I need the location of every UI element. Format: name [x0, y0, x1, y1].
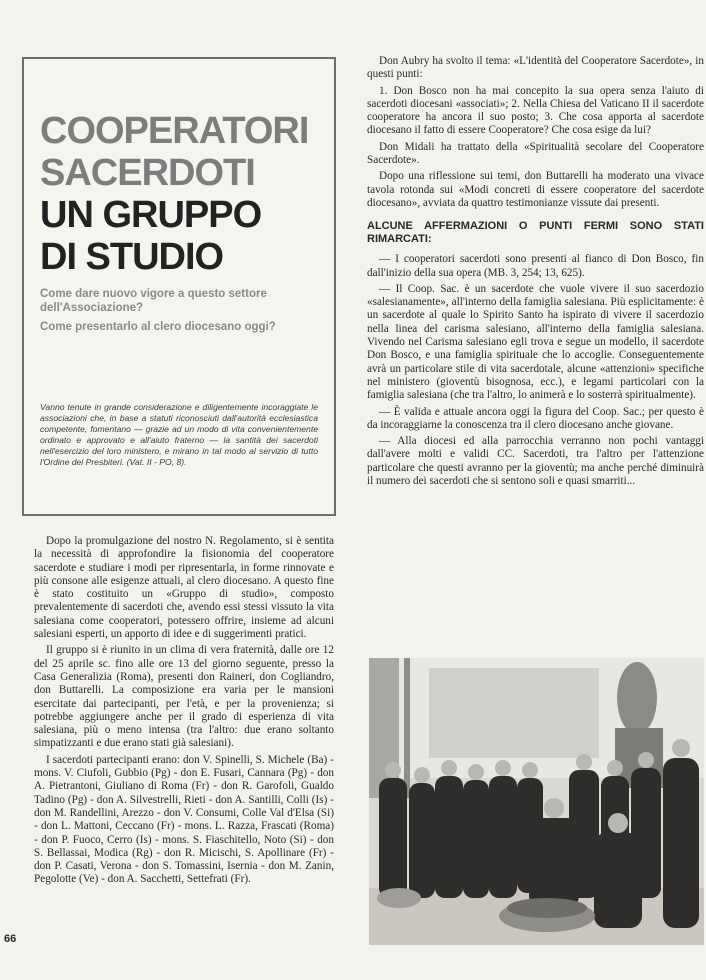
paragraph: I sacerdoti partecipanti erano: don V. Spinelli, S. Michele (Ba) - mons. V. Ciufoli, Gubbio (Pg) - don E. Fusari, Cannara (Pg) - don A. Pietrantoni, Giuliano di Roma (Fr) - don R. Garofoli, Gualdo Tadino (Pg) - don A. Silvestrelli, Rieti - don A. Santilli, Colli (Is) - don M. Randellini, Arezzo - don V. Consumi, Colle Val d'Elsa (Si) - don L. Mattoni, Ceccano (Fr) - mons. L. Razza, Frascati (Roma) - don P. Fuoco, Cerro (Is) - mons. S. Fiaschitello, Noto (Si) - don S. Bellassai, Modica (Rg) - don R. Micischi, S. Apollinare (Fr) - don P. Casati, Verona - don S. Tomassini, Isernia - don M. Zanin, Pegolotte (Ve) - don A. Sacchetti, Settefrati (Fr).	[34, 753, 334, 886]
subtitle-question-2: Come presentarlo al clero diocesano oggi?	[40, 321, 276, 333]
title-line-2: SACERDOTI	[40, 152, 255, 194]
page-number: 66	[4, 933, 17, 945]
council-quote: Vanno tenute in grande considerazione e diligentemente incoraggiate le associazioni che, in base a statuti riconosciuti dall'autorità ecclesiastica competente, fomentano — grazie ad un modo di vita convenientemente ordinato e approvato e all'aiuto fraterno — la santità dei sacerdoti nell'esercizio del loro ministero, e mirano in tal modo al servizio di tutto l'Ordine dei Presbiteri. (Vat. II - PO, 8).	[40, 402, 318, 467]
title-line-1: COOPERATORI	[40, 110, 309, 152]
right-column	[367, 55, 704, 491]
group-photo	[369, 658, 704, 945]
subtitle-question-1: Come dare nuovo vigore a questo settore dell'Associazione?	[40, 288, 267, 314]
paragraph: — Alla diocesi ed alla parrocchia verranno non pochi vantaggi dall'avere molti e validi CC. Sacerdoti, tra l'altro per l'attenzione particolare che questi avranno per la gioventù; ma anche perché diminuirà il numero dei sacerdoti che si sentono soli e quasi smarriti...	[367, 435, 704, 488]
paragraph: — È valida e attuale ancora oggi la figura del Coop. Sac.; per questo è da incoraggiarne la conoscenza tra il clero diocesano anche giovane.	[367, 405, 704, 431]
title-line-4: DI STUDIO	[40, 236, 224, 278]
paragraph: Dopo una riflessione sui temi, don Buttarelli ha moderato una vivace tavola rotonda sui «Modi concreti di essere cooperatore del sacerdote diocesano», avviata da quattro testimonianze vissute dai presenti.	[367, 170, 704, 209]
paragraph: Dopo la promulgazione del nostro N. Regolamento, si è sentita la necessità di approfondire la fisionomia del cooperatore sacerdote e studiare i modi per ripresentarla, in forme rinnovate e più consone alle esigenze attuali, al clero diocesano. A questo fine è stato costituito un «Gruppo di studio», composto prevalentemente di sacerdoti che, avendo essi stessi vissuto la vita salesiana come cooperatori, potessero offrire, insieme ad alcuni salesiani esperti, un apporto di idee e di suggerimenti pratici.	[34, 535, 334, 641]
paragraph: Il gruppo si è riunito in un clima di vera fraternità, dalle ore 12 del 25 aprile sc. fino alle ore 13 del giorno seguente, presso la Casa Generalizia (Roma), presenti don Raineri, don Cogliandro, don Buttarelli. La composizione era varia per le mansioni esercitate dai partecipanti, per l'età, e per la provenienza; si potrebbe aggiungere anche per il grado di esperienza di vita salesiana, più o meno intensa (tra l'altro: due erano soltanto simpatizzanti e due erano stati già salesiani).	[34, 644, 334, 750]
section-heading: ALCUNE AFFERMAZIONI O PUNTI FERMI SONO STATI RIMARCATI:	[367, 220, 704, 245]
paragraph: — Il Coop. Sac. è un sacerdote che vuole vivere il suo sacerdozio «salesianamente», all'interno della famiglia salesiana. Più esplicitamente: è un sacerdote al quale lo Spirito Santo ha ispirato di vivere il sacerdozio nella linea del carisma salesiano, all'interno della famiglia salesiana. Vivendo nel Carisma salesiano egli trova e segue un modello, il sacerdote Don Bosco, e una famiglia spirituale che lo accoglie. Conseguentemente avrà un particolare stile di vita sacerdotale, alcune «attenzioni» specifiche nel ministero (gioventù bisognosa, ecc.), e legami particolari con la famiglia salesiana (che tra l'altro, lo animerà e lo sosterrà spiritualmente).	[367, 282, 704, 402]
paragraph: — I cooperatori sacerdoti sono presenti al fianco di Don Bosco, fin dall'inizio della sua opera (MB. 3, 254; 13, 625).	[367, 253, 704, 279]
group-photo-image	[369, 658, 704, 945]
article-title	[40, 110, 308, 278]
paragraph: Don Midali ha trattato della «Spiritualità secolare del Cooperatore Sacerdote».	[367, 140, 704, 167]
title-line-3: UN GRUPPO	[40, 194, 262, 236]
paragraph: 1. Don Bosco non ha mai concepito la sua opera senza l'aiuto di sacerdoti diocesani «associati»; 2. Nella Chiesa del Vaticano II il sacerdote cooperatore ha ancora il suo posto; 3. Che cosa apporta al sacerdote diocesano il fatto di essere Cooperatore? Che cosa esige da lui?	[367, 84, 704, 137]
left-column	[34, 535, 334, 890]
paragraph: Don Aubry ha svolto il tema: «L'identità del Cooperatore Sacerdote», in questi punti:	[367, 55, 704, 81]
